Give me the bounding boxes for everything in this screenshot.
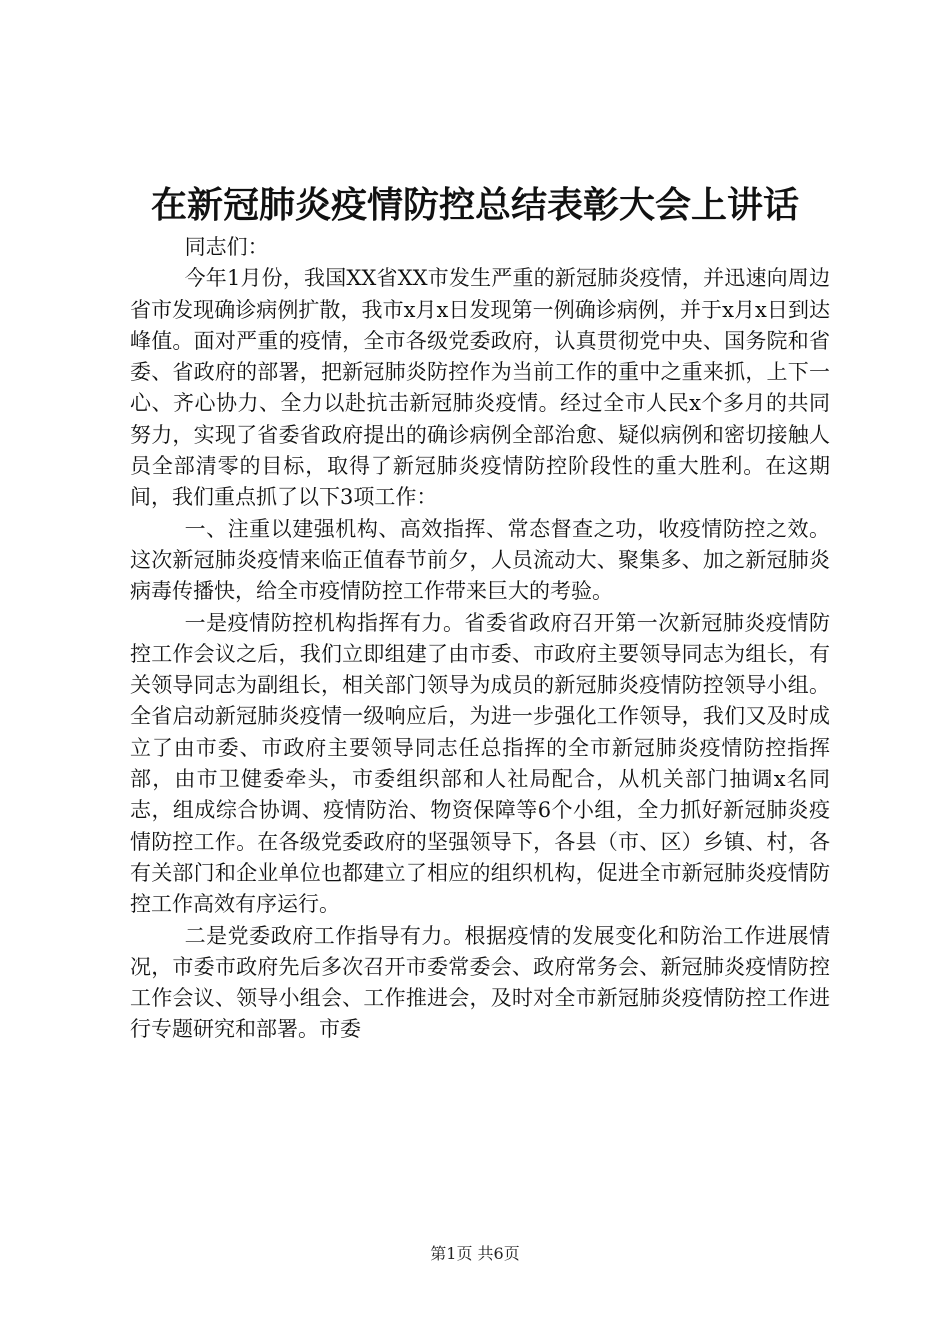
salutation-paragraph: 同志们： [184,235,269,259]
body-paragraph: 二是党委政府工作指导有力。根据疫情的发展变化和防治工作进展情况，市委市政府先后多次召开市委常委会、政府常务会、新冠肺炎疫情防控工作会议、领导小组会、工作推进会，及时对全市新冠肺炎疫情防控工作进行专题研究和部署。市委 [130,923,830,1042]
document-title: 在新冠肺炎疫情防控总结表彰大会上讲话 [150,184,799,226]
body-paragraph: 一是疫情防控机构指挥有力。省委省政府召开第一次新冠肺炎疫情防控工作会议之后，我们立即组建了由市委、市政府主要领导同志为组长，有关领导同志为副组长，相关部门领导为成员的新冠肺炎疫情防控领导小组。全省启动新冠肺炎疫情一级响应后，为进一步强化工作领导，我们又及时成立了由市委、市政府主要领导同志任总指挥的全市新冠肺炎疫情防控指挥部，由市卫健委牵头，市委组织部和人社局配合，从机关部门抽调x名同志，组成综合协调、疫情防治、物资保障等6个小组，全力抓好新冠肺炎疫情防控工作。在各级党委政府的坚强领导下，各县（市、区）乡镇、村，各有关部门和企业单位也都建立了相应的组织机构，促进全市新冠肺炎疫情防控工作高效有序运行。 [130,610,830,917]
page-number-footer: 第1页 共6页 [430,1244,520,1263]
body-paragraph: 今年1月份，我国XX省XX市发生严重的新冠肺炎疫情，并迅速向周边省市发现确诊病例扩散，我市x月x日发现第一例确诊病例，并于x月x日到达峰值。面对严重的疫情，全市各级党委政府，认真贯彻党中央、国务院和省委、省政府的部署，把新冠肺炎防控作为当前工作的重中之重来抓，上下一心、齐心协力、全力以赴抗击新冠肺炎疫情。经过全市人民x个多月的共同努力，实现了省委省政府提出的确诊病例全部治愈、疑似病例和密切接触人员全部清零的目标，取得了新冠肺炎疫情防控阶段性的重大胜利。在这期间，我们重点抓了以下3项工作： [130,266,830,510]
document-body [130,232,830,1046]
body-paragraph: 一、注重以建强机构、高效指挥、常态督查之功，收疫情防控之效。这次新冠肺炎疫情来临正值春节前夕，人员流动大、聚集多、加之新冠肺炎病毒传播快，给全市疫情防控工作带来巨大的考验。 [130,516,830,604]
